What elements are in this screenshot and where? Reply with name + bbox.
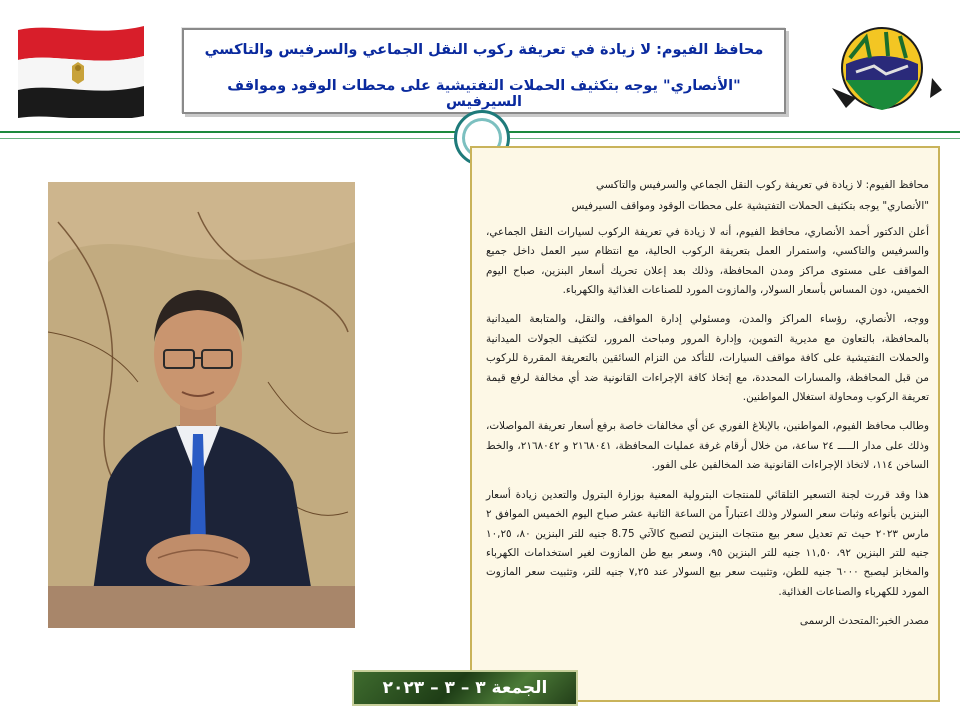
- date-banner: الجمعة ٣ – ٣ – ٢٠٢٣: [352, 670, 578, 706]
- governor-portrait-photo: [48, 182, 355, 628]
- header-title-box: [182, 28, 786, 114]
- article-paragraph-4: هذا وقد قررت لجنة التسعير التلقائي للمنتجات البترولية المعنية بوزارة البترول والتعدين زيادة أسعار البنزين بأنواعه وثبات سعر السولار وذلك اعتباراً من الساعة الثانية عشر صباح اليوم الخميس الموافق ٢ مارس ٢٠٢٣ حيث تم تعديل سعر بيع منتجات البنزين لتصبح كالآتي 8.75 جنيه للتر البنزين ٨٠، ١٠,٢٥ جنيه للتر البنزين ٩٢، ١١,٥٠ جنيه للتر البنزين ٩٥، وسعر بيع طن المازوت لغير استخدامات الكهرباء والمخابز ليصبح ٦٠٠٠ جنيه للطن، وتثبيت سعر بيع السولار عند ٧,٢٥ جنيه للتر، وتثبيت سعر المازوت المورد للكهرباء والصناعات الغذائية.: [486, 488, 929, 598]
- header-title-line1: محافظ الفيوم: لا زيادة في تعريفة ركوب النقل الجماعي والسرفيس والتاكسي: [204, 42, 764, 58]
- article-paragraph-2: ووجه، الأنصاري، رؤساء المراكز والمدن، ومسئولي إدارة المواقف، والنقل، والمتابعة الميدانية بالمحافظة، بالتعاون مع مديرية التموين، وإدارة المرور ومباحث المرور، لتكثيف الجولات الميدانية والحملات التفتيشية على كافة مواقف السيارات، للتأكد من التزام السائقين بالتعريفة المقررة للركوب من قبل المحافظة، والمسارات المحددة، مع إتخاذ كافة الإجراءات القانونية ضد أي مخالفة لرفع قيمة تعريفة الركوب ومحاولة استغلال المواطنين.: [486, 313, 929, 404]
- article-panel: [470, 146, 940, 702]
- article-paragraph-3: وطالب محافظ الفيوم، المواطنين، بالإبلاغ الفوري عن أي مخالفات خاصة برفع أسعار تعريفة المواصلات، وذلك على مدار الـــــ ٢٤ ساعة، من خلال أرقام غرفة عمليات المحافظة، ٢١٦٨٠٤١ و ٢١٦٨٠٤٢، والخط الساخن ١١٤، لاتخاذ الإجراءات القانونية ضد المخالفين على الفور.: [486, 420, 929, 472]
- egypt-flag-icon: [14, 22, 148, 118]
- article-body: [486, 176, 929, 642]
- header-title-line2: "الأنصاري" يوجه بتكثيف الحملات التفتيشية على محطات الوقود ومواقف السيرفيس: [227, 78, 741, 110]
- article-paragraph-1: أعلن الدكتور أحمد الأنصاري، محافظ الفيوم، أنه لا زيادة في تعريفة الركوب لسيارات النقل الجماعي، والسرفيس والتاكسي، واستمرار العمل بتعريفة الركوب الحالية، مع انتظام سير العمل داخل جميع المواقف على مستوى مراكز ومدن المحافظة، وذلك بعد إعلان تحريك أسعار البنزين، صباح اليوم الخميس، دون المساس بأسعار السولار، والمازوت المورد للصناعات الغذائية والكهرباء.: [486, 225, 929, 297]
- article-source: مصدر الخبر:المتحدث الرسمى: [799, 615, 929, 628]
- article-title-line1: محافظ الفيوم: لا زيادة في تعريفة ركوب النقل الجماعي والسرفيس والتاكسي: [596, 179, 929, 191]
- fayoum-governorate-logo-icon: [826, 18, 948, 122]
- article-title-line2: "الأنصاري" يوجه بتكثيف الحملات التفتيشية على محطات الوقود ومواقف السيرفيس: [571, 200, 929, 213]
